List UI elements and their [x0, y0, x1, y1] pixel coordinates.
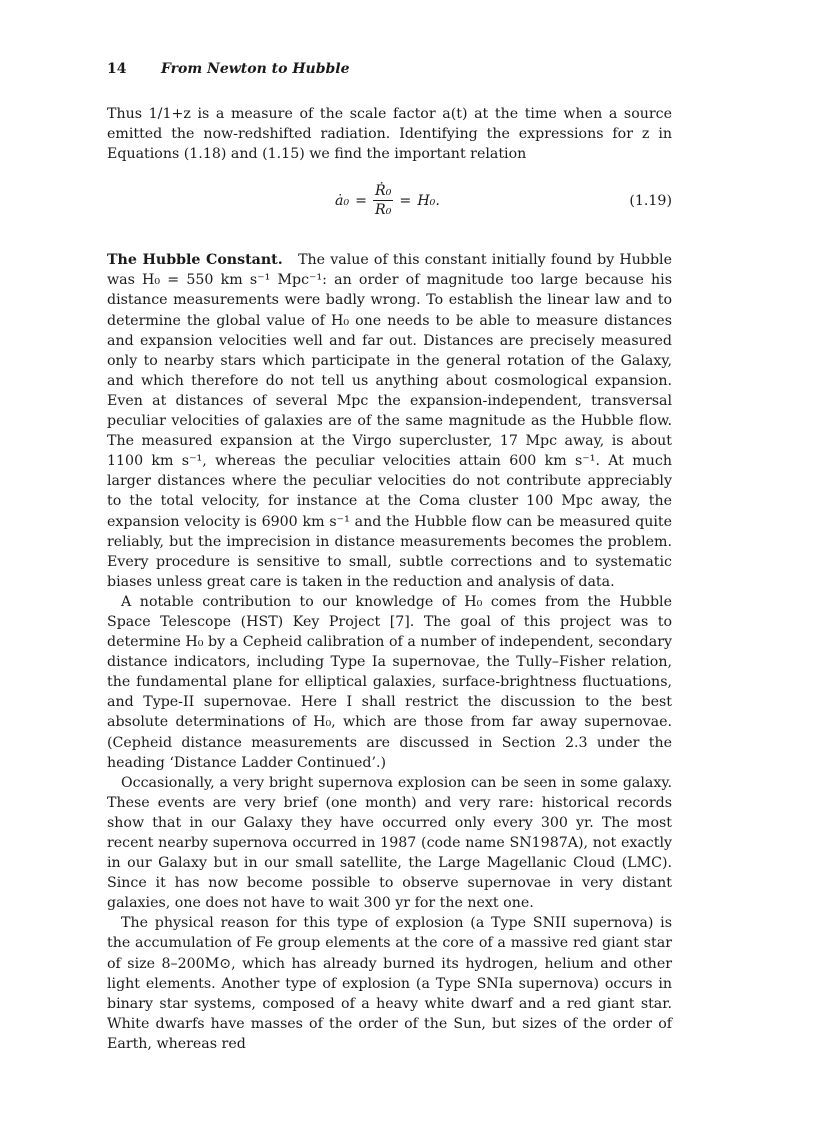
running-title: From Newton to Hubble	[160, 61, 350, 77]
paragraph-physical-reason: The physical reason for this type of explosion (a Type SNII supernova) is the accumulation of Fe group elements at the core of a massive red giant star of size 8–200M⊙, which has already burned its hydrogen, helium and other light elements. Another type of explosion (a Type SNIa supernova) occurs in binary star systems, composed of a heavy white dwarf and a red giant star. White dwarfs have masses of the order of the Sun, but sizes of the order of Earth, whereas red	[107, 915, 672, 1052]
equation-lhs: ȧ₀	[335, 192, 350, 209]
equation-equals: =	[355, 192, 368, 209]
paragraph-hst: A notable contribution to our knowledge of H₀ comes from the Hubble Space Telescope (HST) Key Project [7]. The goal of this project was to determine H₀ by a Cepheid calibration of a number of independent, secondary distance indicators, including Type Ia supernovae, the Tully–Fisher relation, the fundamental plane for elliptical galaxies, surface-brightness fluctuations, and Type-II supernovae. Here I shall restrict the discussion to the best absolute determinations of H₀, which are those from far away supernovae. (Cepheid distance measurements are discussed in Section 2.3 under the heading ‘Distance Ladder Continued’.)	[107, 593, 672, 771]
paragraph-occasionally: Occasionally, a very bright supernova explosion can be seen in some galaxy. These events are very brief (one month) and very rare: historical records show that in our Galaxy they have occurred only every 300 yr. The most recent nearby supernova occurred in 1987 (code name SN1987A), not exactly in our Galaxy but in our small satellite, the Large Magellanic Cloud (LMC). Since it has now become possible to observe supernovae in very distant galaxies, one does not have to wait 300 yr for the next one.	[107, 774, 672, 912]
section-heading: The Hubble Constant.	[107, 252, 283, 269]
body-text	[107, 104, 672, 1054]
fraction-numerator: Ṙ₀	[375, 183, 392, 200]
equation-1-19	[107, 180, 672, 220]
equation-number: (1.19)	[629, 193, 672, 210]
paragraph-hubble-constant	[107, 250, 672, 592]
paragraph-scale-factor: Thus 1/1+z is a measure of the scale factor a(t) at the time when a source emitted the now-redshifted radiation. Identifying the expressions for z in Equations (1.18) and (1.15) we find the important relation	[107, 106, 672, 163]
page-number: 14	[107, 61, 127, 77]
paragraph-hubble-text: The value of this constant initially found by Hubble was H₀ = 550 km s⁻¹ Mpc⁻¹: an order of magnitude too large because his distance measurements were badly wrong. To establish the linear law and to determine the global value of H₀ one needs to be able to measure distances and expansion velocities well and far out. Distances are precisely measured only to nearby stars which participate in the general rotation of the Galaxy, and which therefore do not tell us anything about cosmological expansion. Even at distances of several Mpc the expansion-independent, transversal peculiar velocities of galaxies are of the same magnitude as the Hubble flow. The measured expansion at the Virgo supercluster, 17 Mpc away, is about 1100 km s⁻¹, whereas the peculiar velocities attain 600 km s⁻¹. At much larger distances where the peculiar velocities do not contribute appreciably to the total velocity, for instance at the Coma cluster 100 Mpc away, the expansion velocity is 6900 km s⁻¹ and the Hubble flow can be measured quite reliably, but the imprecision in distance measurements becomes the problem. Every procedure is sensitive to small, subtle corrections and to systematic biases unless great care is taken in the reduction and analysis of data.	[107, 252, 672, 590]
equation-equals: =	[399, 192, 412, 209]
equation-body	[335, 182, 440, 219]
equation-fraction	[373, 182, 393, 219]
fraction-denominator: R₀	[375, 202, 392, 219]
equation-rhs: H₀.	[417, 192, 440, 209]
running-head	[107, 59, 350, 79]
